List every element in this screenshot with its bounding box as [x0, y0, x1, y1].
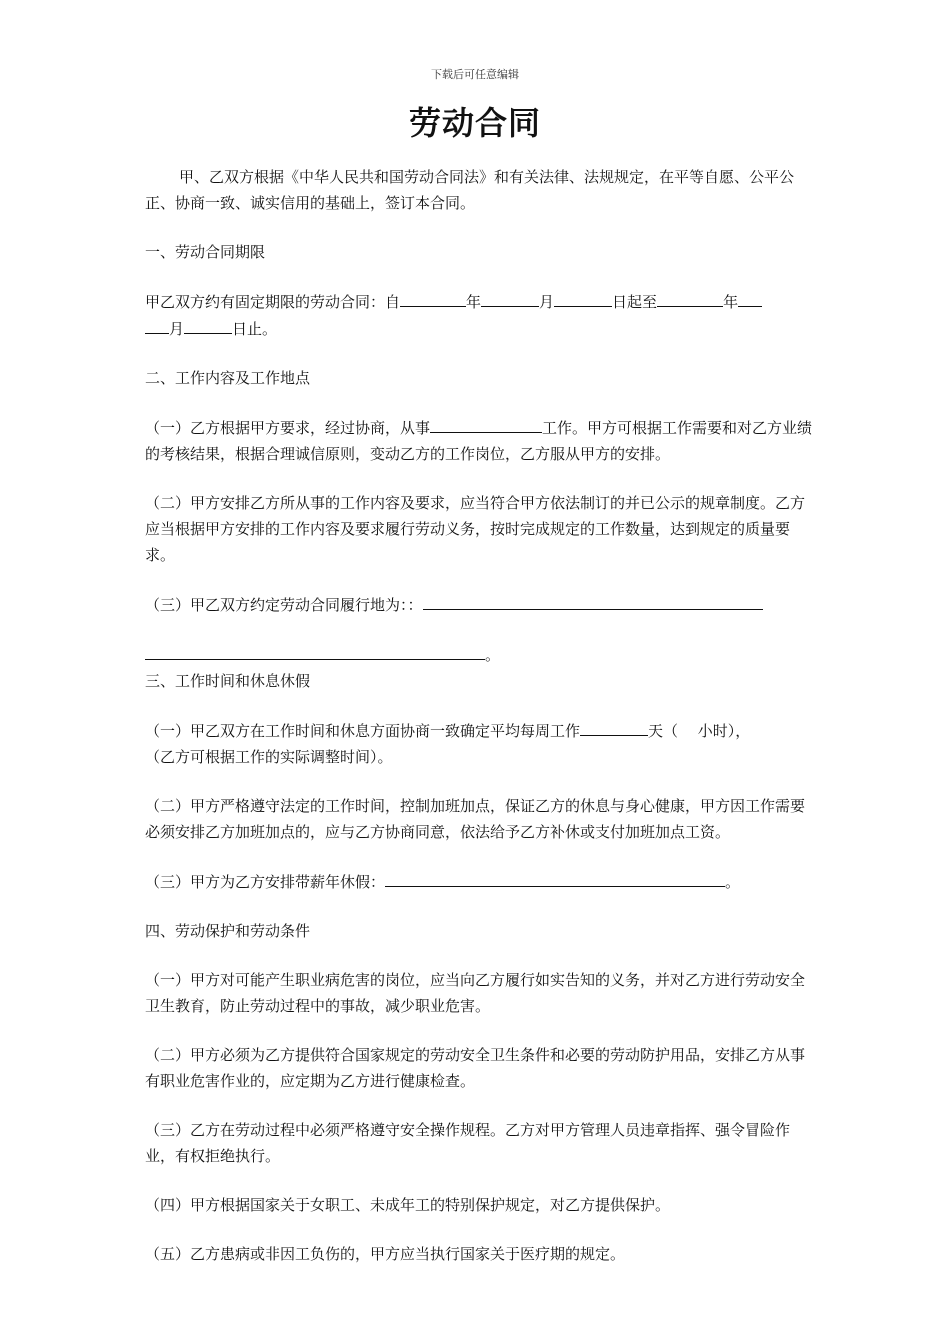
workplace-text: （三）甲乙双方约定劳动合同履行地为：：: [145, 596, 423, 614]
workweek-text: （一）甲乙双方在工作时间和休息方面协商一致确定平均每周工作: [145, 722, 581, 740]
end-month-label: 月: [169, 320, 185, 338]
end-year-blank: [657, 288, 723, 307]
start-month-blank: [481, 288, 539, 307]
annual-leave-text: （三）甲方为乙方安排带薪年休假：: [145, 873, 386, 891]
end-day-blank: [184, 315, 232, 334]
workplace-blank-line2: [145, 641, 485, 660]
section-1-heading: 一、劳动合同期限: [145, 243, 266, 261]
workplace-blank-line1: [423, 591, 763, 610]
intro-paragraph: 甲、乙双方根据《中华人民共和国劳动合同法》和有关法律、法规规定，在平等自愿、公平公正、协商一致、诚实信用的基础上，签订本合同。: [145, 168, 795, 212]
start-month-label: 月: [539, 293, 555, 311]
workweek-note: （乙方可根据工作的实际调整时间）。: [145, 748, 393, 766]
section-3-paragraph-2: （二）甲方严格遵守法定的工作时间，控制加班加点，保证乙方的休息与身心健康，甲方因工作需要必须安排乙方加班加点的，应与乙方协商同意，依法给予乙方补休或支付加班加点工资。: [145, 797, 806, 841]
workdays-blank: [580, 717, 648, 736]
document-body: [145, 164, 817, 1267]
section-2-paragraph-3: [145, 591, 817, 618]
section-3-paragraph-3: [145, 868, 817, 895]
end-month-blank-part2: [145, 315, 169, 334]
section-4-paragraph-2: （二）甲方必须为乙方提供符合国家规定的劳动安全卫生条件和必要的劳动防护用品，安排乙方从事有职业危害作业的，应定期为乙方进行健康检查。: [145, 1046, 806, 1090]
document-title: 劳动合同: [408, 104, 541, 142]
start-day-label: 日起至: [612, 293, 658, 311]
term-text-start: 甲乙双方约有固定期限的劳动合同：自: [145, 293, 401, 311]
workdays-label: 天（ 小时），: [648, 722, 751, 740]
workplace-end: 。: [485, 646, 501, 664]
job-text-end: 工作。甲方可根据工作需要和对乙方业绩的考核结果，根据合理诚信原则，变动乙方的工作岗位，乙方服从甲方的安排。: [145, 419, 813, 463]
section-4-heading: 四、劳动保护和劳动条件: [145, 922, 311, 940]
job-title-blank: [430, 414, 542, 433]
job-text-start: （一）乙方根据甲方要求，经过协商，从事: [145, 419, 431, 437]
section-3-heading: 三、工作时间和休息休假: [145, 672, 311, 690]
section-4-paragraph-3: （三）乙方在劳动过程中必须严格遵守安全操作规程。乙方对甲方管理人员违章指挥、强令冒险作业，有权拒绝执行。: [145, 1121, 791, 1165]
end-year-label: 年: [723, 293, 739, 311]
section-4-paragraph-5: （五）乙方患病或非因工负伤的，甲方应当执行国家关于医疗期的规定。: [145, 1245, 626, 1263]
start-day-blank: [554, 288, 612, 307]
header-note: 下载后可任意编辑: [431, 68, 519, 81]
section-4-paragraph-4: （四）甲方根据国家关于女职工、未成年工的特别保护规定，对乙方提供保护。: [145, 1196, 671, 1214]
section-1-term-paragraph: [145, 288, 817, 342]
section-2-paragraph-2: （二）甲方安排乙方所从事的工作内容及要求，应当符合甲方依法制订的并已公示的规章制度。乙方应当根据甲方安排的工作内容及要求履行劳动义务，按时完成规定的工作数量，达到规定的质量要求。: [145, 494, 806, 564]
annual-leave-blank: [385, 868, 725, 887]
section-2-heading: 二、工作内容及工作地点: [145, 369, 311, 387]
section-2-paragraph-3-line2: [145, 641, 817, 668]
start-year-label: 年: [466, 293, 482, 311]
annual-leave-end: 。: [725, 873, 741, 891]
start-year-blank: [400, 288, 466, 307]
end-month-blank-part1: [738, 288, 762, 307]
end-day-label: 日止。: [232, 320, 278, 338]
section-3-paragraph-1: [145, 717, 817, 770]
section-4-paragraph-1: （一）甲方对可能产生职业病危害的岗位，应当向乙方履行如实告知的义务，并对乙方进行劳动安全卫生教育，防止劳动过程中的事故，减少职业危害。: [145, 971, 806, 1015]
section-2-paragraph-1: [145, 414, 817, 467]
